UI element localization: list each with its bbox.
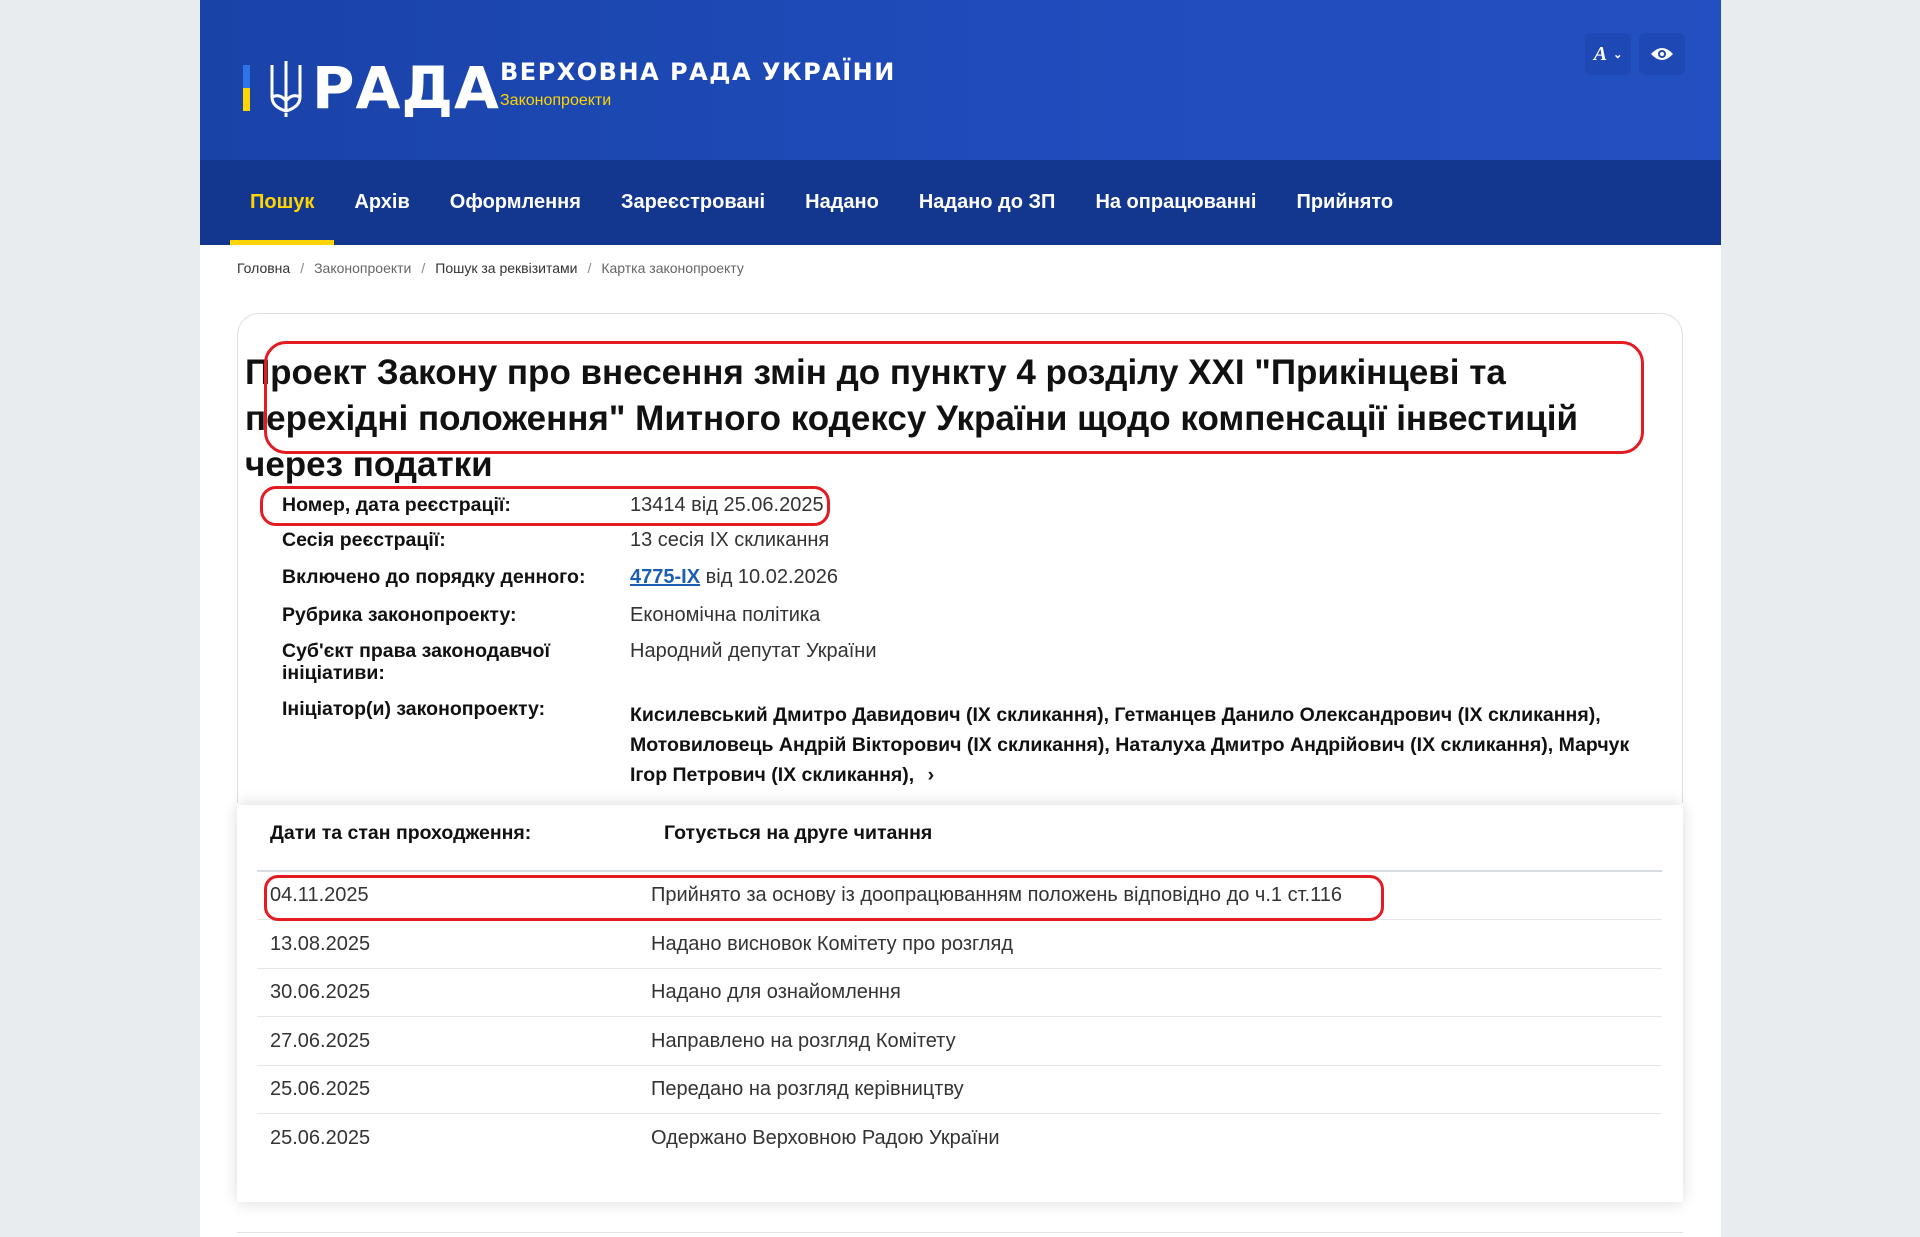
nav-item[interactable]: Оформлення [449,191,581,213]
nav-item[interactable]: Прийнято [1296,191,1394,213]
status-header-value: Готується на друге читання [664,822,933,844]
eye-icon [1650,46,1674,62]
header-text [500,58,896,110]
initiators-line[interactable]: Мотовиловець Андрій Вікторович (IX скликання), Наталуха Дмитро Андрійович (IX скликання), Марчук [630,734,1630,756]
main-nav [200,160,1721,245]
font-size-button[interactable] [1585,33,1631,75]
accessibility-button[interactable] [1639,33,1685,75]
session-label: Сесія реєстрації: [282,529,446,551]
info-row-registration [282,494,1662,516]
nav-item[interactable]: Надано до ЗП [918,191,1056,213]
site-header [200,0,1721,160]
agenda-date: від 10.02.2026 [705,566,839,588]
status-date: 27.06.2025 [270,1029,371,1052]
status-date: 04.11.2025 [270,884,369,906]
initiators-label: Ініціатор(и) законопроекту: [282,698,546,720]
rubric-value: Економічна політика [630,604,821,626]
status-date: 25.06.2025 [270,1127,371,1149]
brand-word: РАДА [312,54,500,122]
breadcrumb-home[interactable]: Головна [237,260,291,276]
status-date: 25.06.2025 [270,1078,371,1100]
status-header [270,822,1670,845]
status-panel [237,805,1683,1202]
status-text: Надано висновок Комітету про розгляд [651,932,1014,955]
rubric-label: Рубрика законопроекту: [282,604,517,626]
nav-list [200,160,1721,245]
nav-item[interactable]: Пошук [230,160,334,245]
agenda-value [630,566,1662,588]
flag-bar [243,65,250,111]
subject-value: Народний депутат України [630,640,877,662]
status-text: Передано на розгляд керівництву [651,1078,964,1100]
status-text: Одержано Верховною Радою України [651,1127,1000,1149]
bill-title: Проект Закону про внесення змін до пункту 4 розділу XXI "Прикінцеві та перехідні положення" Митного кодексу України щодо компенсації інвестицій через податки [245,353,1578,484]
page [200,0,1721,1237]
info-row-rubric [282,604,1662,626]
status-row [257,1115,1662,1163]
chevron-right-icon[interactable]: › [927,764,935,786]
initiators-line [630,760,1662,790]
breadcrumb-current: Картка законопроекту [601,260,744,276]
subject-label: Суб'єкт права законодавчої ініціативи: [282,640,550,684]
breadcrumb-separator: / [421,260,426,276]
font-size-label: A [1593,42,1608,65]
reg-label: Номер, дата реєстрації: [282,494,511,516]
breadcrumb-separator: / [300,260,305,276]
breadcrumb [237,260,744,276]
reg-value: 13414 від 25.06.2025 [630,494,824,516]
status-date: 30.06.2025 [270,981,371,1003]
status-row [257,1066,1662,1114]
agenda-label: Включено до порядку денного: [282,566,586,588]
agenda-link[interactable]: 4775-IX [630,566,701,588]
status-date: 13.08.2025 [270,932,371,955]
site-title[interactable]: ВЕРХОВНА РАДА УКРАЇНИ [500,58,896,86]
status-text: Прийнято за основу із доопрацюванням положень відповідно до ч.1 ст.116 [651,884,1342,906]
header-tools [1585,33,1685,75]
breadcrumb-separator: / [587,260,592,276]
initiators-line[interactable]: Кисилевський Дмитро Давидович (IX скликання), Гетманцев Данило Олександрович (IX скликання), [630,704,1601,726]
site-logo[interactable] [243,54,500,122]
status-row [257,872,1662,920]
nav-item[interactable]: Архів [354,191,410,213]
status-header-label: Дати та стан проходження: [270,822,532,844]
info-row-agenda [282,566,1662,588]
session-value: 13 сесія IX скликання [630,529,830,551]
status-row [257,1018,1662,1066]
info-row-session [282,529,1662,551]
trident-icon [266,57,306,119]
initiators-list [630,700,1662,790]
info-row-subject [282,640,1662,684]
info-row-initiators [282,698,1662,790]
breadcrumb-search[interactable]: Пошук за реквізитами [435,260,578,276]
status-text: Надано для ознайомлення [651,981,901,1003]
status-row [257,921,1662,969]
footer-divider [237,1232,1683,1233]
initiators-line-text[interactable]: Ігор Петрович (IX скликання), [630,764,915,786]
nav-item[interactable]: На опрацюванні [1095,191,1257,213]
chevron-down-icon: ⌄ [1613,48,1623,61]
site-subtitle[interactable]: Законопроекти [500,92,612,109]
status-text: Направлено на розгляд Комітету [651,1029,956,1052]
nav-item[interactable]: Надано [805,191,879,213]
status-row [257,969,1662,1017]
nav-item[interactable]: Зареєстровані [620,191,766,213]
breadcrumb-bills[interactable]: Законопроекти [314,260,412,276]
